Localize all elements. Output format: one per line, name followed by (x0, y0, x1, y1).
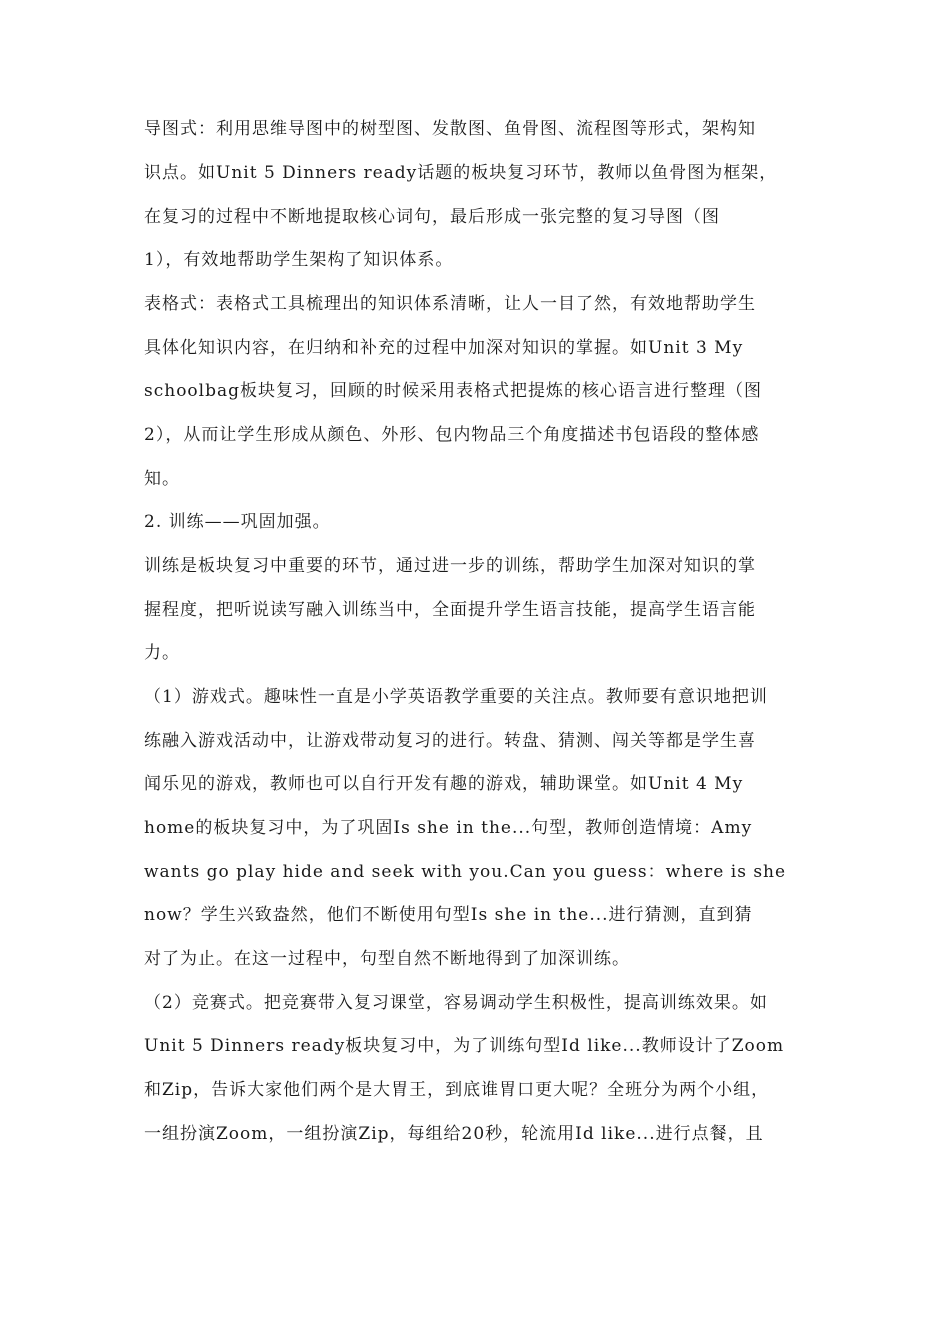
text-line: 闻乐见的游戏，教师也可以自行开发有趣的游戏，辅助课堂。如Unit 4 My (144, 774, 744, 794)
text-line: （1）游戏式。趣味性一直是小学英语教学重要的关注点。教师要有意识地把训 (144, 687, 768, 707)
text-line: 力。 (144, 643, 180, 663)
text-line: 和Zip，告诉大家他们两个是大胃王，到底谁胃口更大呢？全班分为两个小组， (144, 1080, 770, 1100)
text-line: 在复习的过程中不断地提取核心词句，最后形成一张完整的复习导图（图 (144, 207, 720, 227)
text-line: Unit 5 Dinners ready板块复习中，为了训练句型Id like...教师设计了Zoom (144, 1036, 785, 1056)
text-line: now？学生兴致盎然，他们不断使用句型Is she in the...进行猜测，直到猜 (144, 905, 753, 925)
text-line: 对了为止。在这一过程中，句型自然不断地得到了加深训练。 (144, 949, 630, 969)
text-line: 一组扮演Zoom，一组扮演Zip，每组给20秒，轮流用Id like...进行点餐，且 (144, 1124, 764, 1144)
text-line: 识点。如Unit 5 Dinners ready话题的板块复习环节，教师以鱼骨图为框架， (144, 163, 778, 183)
text-line: home的板块复习中，为了巩固Is she in the...句型，教师创造情境：Amy (144, 818, 753, 838)
text-line: 训练是板块复习中重要的环节，通过进一步的训练，帮助学生加深对知识的掌 (144, 556, 756, 576)
text-line: 表格式：表格式工具梳理出的知识体系清晰，让人一目了然，有效地帮助学生 (144, 294, 756, 314)
text-line: 1），有效地帮助学生架构了知识体系。 (144, 250, 454, 270)
text-line: wants go play hide and seek with you.Can you guess：where is she (144, 862, 787, 882)
text-line: （2）竞赛式。把竞赛带入复习课堂，容易调动学生积极性，提高训练效果。如 (144, 993, 768, 1013)
text-line: 握程度，把听说读写融入训练当中，全面提升学生语言技能，提高学生语言能 (144, 600, 756, 620)
text-line: 具体化知识内容，在归纳和补充的过程中加深对知识的掌握。如Unit 3 My (144, 338, 744, 358)
text-line: 导图式：利用思维导图中的树型图、发散图、鱼骨图、流程图等形式，架构知 (144, 119, 756, 139)
text-line: 知。 (144, 469, 180, 489)
section-heading: 2. 训练——巩固加强。 (144, 512, 331, 532)
text-line: 2），从而让学生形成从颜色、外形、包内物品三个角度描述书包语段的整体感 (144, 425, 760, 445)
text-line: schoolbag板块复习，回顾的时候采用表格式把提炼的核心语言进行整理（图 (144, 381, 762, 401)
text-line: 练融入游戏活动中，让游戏带动复习的进行。转盘、猜测、闯关等都是学生喜 (144, 731, 756, 751)
